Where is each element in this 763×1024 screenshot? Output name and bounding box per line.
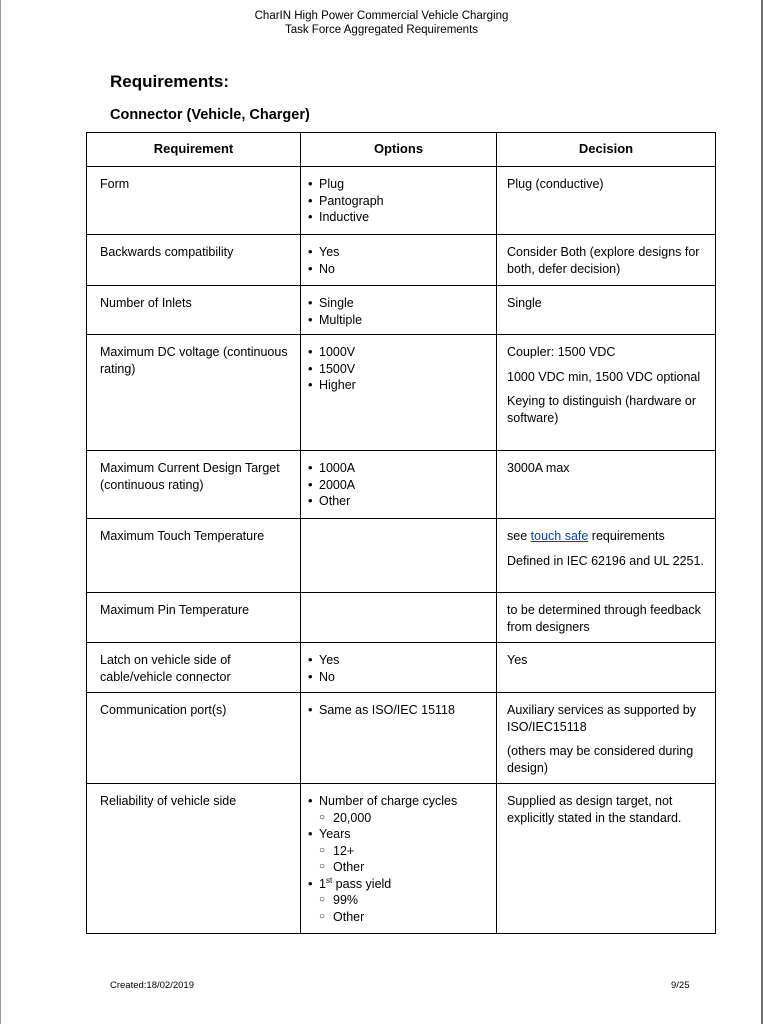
option-item: • 1000V: [319, 344, 490, 361]
sub-options-list: [319, 892, 490, 925]
requirement-text: Form: [100, 177, 130, 191]
created-date: Created:18/02/2019: [110, 980, 194, 991]
decision-text: Defined in IEC 62196 and UL 2251.: [507, 553, 704, 568]
decision-text-prefix: see: [507, 529, 531, 543]
requirement-cell: [87, 693, 301, 784]
requirement-text: Number of Inlets: [100, 296, 192, 310]
requirement-text: Maximum Current Design Target (continuous rating): [100, 461, 280, 492]
header-line-2: Task Force Aggregated Requirements: [284, 24, 479, 36]
option-label-superscript: st: [325, 875, 333, 885]
section-subtitle: Connector (Vehicle, Charger): [110, 107, 310, 123]
options-list: [307, 244, 490, 277]
option-item: • No: [319, 669, 490, 686]
sub-options-list: [319, 810, 490, 827]
table-row: [87, 519, 716, 593]
header-line-1: CharIN High Power Commercial Vehicle Charging: [254, 10, 509, 22]
sub-options-list: [319, 843, 490, 876]
table-row: [87, 643, 716, 693]
option-item: • Plug: [319, 176, 490, 193]
requirement-cell: [87, 235, 301, 286]
sub-option-item: ○ Other: [333, 909, 490, 926]
decision-text: Consider Both (explore designs for both, defer decision): [507, 245, 700, 276]
page-header: [0, 9, 763, 37]
options-list: [307, 652, 490, 685]
options-list: [307, 176, 490, 226]
column-header-decision: Decision: [497, 133, 716, 167]
decision-cell: [497, 167, 716, 235]
options-list: [307, 702, 490, 719]
requirement-cell: [87, 784, 301, 934]
page-number: 9/25: [671, 980, 690, 991]
option-item: • Yes: [319, 244, 490, 261]
requirement-cell: [87, 451, 301, 519]
table-row: [87, 235, 716, 286]
option-label-rest: pass yield: [332, 876, 392, 891]
decision-text: to be determined through feedback from designers: [507, 603, 701, 634]
requirement-text: Maximum Pin Temperature: [100, 603, 250, 617]
options-cell: [301, 693, 497, 784]
table-row: [87, 784, 716, 934]
decision-text: Supplied as design target, not explicitly stated in the standard.: [507, 794, 682, 825]
option-label-number: 1: [319, 876, 326, 891]
decision-text: (others may be considered during design): [507, 744, 694, 775]
decision-text-suffix: requirements: [588, 529, 665, 543]
table-row: [87, 593, 716, 643]
requirement-cell: [87, 335, 301, 451]
table-row: [87, 167, 716, 235]
section-title: Requirements:: [110, 72, 230, 91]
sub-option-item: ○ Other: [333, 859, 490, 876]
decision-text: Single: [507, 296, 542, 310]
decision-text: Keying to distinguish (hardware or software): [507, 394, 696, 425]
column-header-requirement: Requirement: [87, 133, 301, 167]
options-list: [307, 793, 490, 925]
decision-text: [507, 528, 709, 545]
table-row: [87, 451, 716, 519]
decision-cell: [497, 593, 716, 643]
decision-cell: [497, 335, 716, 451]
table-header-row: [87, 133, 716, 167]
requirement-cell: [87, 593, 301, 643]
option-item: • Inductive: [319, 209, 490, 226]
options-cell: [301, 335, 497, 451]
option-item: • Other: [319, 493, 490, 510]
options-cell: [301, 286, 497, 335]
requirement-text: Communication port(s): [100, 703, 227, 717]
touch-safe-link[interactable]: touch safe: [530, 529, 589, 543]
requirement-text: Reliability of vehicle side: [100, 794, 237, 808]
requirement-text: Backwards compatibility: [100, 245, 234, 259]
decision-cell: [497, 643, 716, 693]
option-item: • Multiple: [319, 312, 490, 329]
option-item: • Same as ISO/IEC 15118: [319, 702, 490, 719]
option-item: • Higher: [319, 377, 490, 394]
decision-cell: [497, 451, 716, 519]
options-list: [307, 295, 490, 328]
decision-text: Yes: [507, 653, 528, 667]
decision-cell: [497, 784, 716, 934]
option-item: • 1000A: [319, 460, 490, 477]
decision-text: Coupler: 1500 VDC: [507, 345, 616, 359]
options-cell: [301, 451, 497, 519]
options-cell: [301, 235, 497, 286]
requirement-cell: [87, 167, 301, 235]
decision-text: Auxiliary services as supported by ISO/IEC15118: [507, 703, 696, 734]
option-item: [319, 793, 490, 826]
option-item: [319, 876, 490, 926]
table-row: [87, 693, 716, 784]
option-item: • Single: [319, 295, 490, 312]
option-item: [319, 826, 490, 876]
option-item: • 2000A: [319, 477, 490, 494]
requirement-text: Maximum DC voltage (continuous rating): [100, 345, 288, 376]
column-header-options: Options: [301, 133, 497, 167]
options-cell: [301, 519, 497, 593]
requirement-text: Maximum Touch Temperature: [100, 529, 265, 543]
option-item: • 1500V: [319, 361, 490, 378]
sub-option-item: ○ 12+: [333, 843, 490, 860]
options-cell: [301, 167, 497, 235]
decision-text: 1000 VDC min, 1500 VDC optional: [507, 369, 701, 384]
options-list: [307, 344, 490, 394]
option-label: [319, 877, 391, 891]
page-left-edge: [0, 0, 1, 1024]
decision-cell: [497, 519, 716, 593]
options-cell: [301, 784, 497, 934]
requirement-cell: [87, 519, 301, 593]
sub-option-item: ○ 99%: [333, 892, 490, 909]
option-item: • Pantograph: [319, 193, 490, 210]
decision-text: 3000A max: [507, 461, 570, 475]
decision-text: Plug (conductive): [507, 177, 604, 191]
option-label: Number of charge cycles: [319, 794, 458, 808]
requirement-cell: [87, 643, 301, 693]
options-cell: [301, 593, 497, 643]
table-row: [87, 286, 716, 335]
option-item: • No: [319, 261, 490, 278]
option-label: Years: [319, 827, 351, 841]
sub-option-item: ○ 20,000: [333, 810, 490, 827]
requirements-table: [86, 132, 716, 934]
option-item: • Yes: [319, 652, 490, 669]
decision-cell: [497, 286, 716, 335]
decision-cell: [497, 235, 716, 286]
options-cell: [301, 643, 497, 693]
requirement-cell: [87, 286, 301, 335]
options-list: [307, 460, 490, 510]
requirement-text: Latch on vehicle side of cable/vehicle connector: [100, 653, 231, 684]
decision-cell: [497, 693, 716, 784]
table-row: [87, 335, 716, 451]
